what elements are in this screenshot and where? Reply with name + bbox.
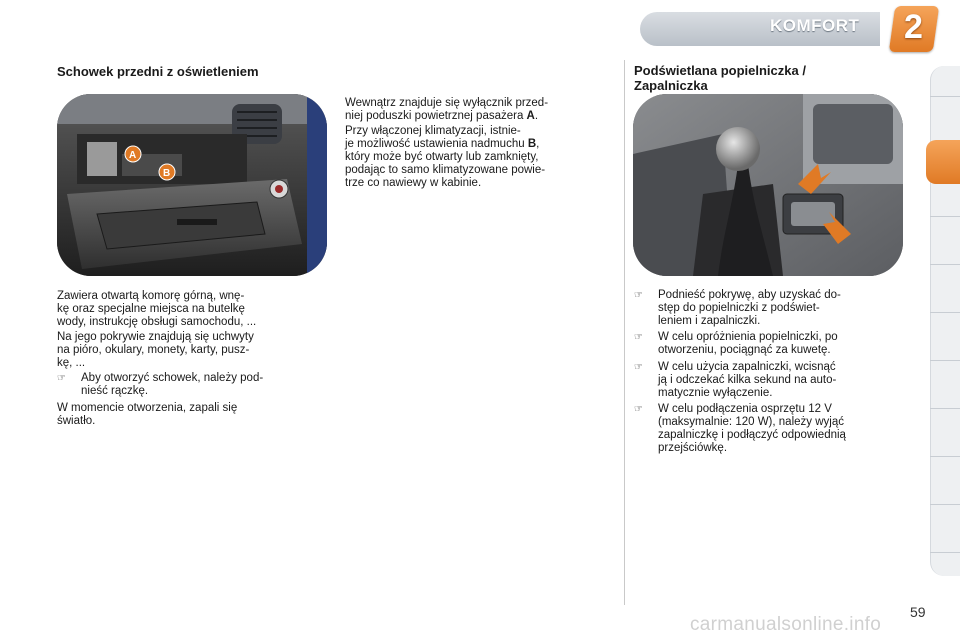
text-line: który może być otwarty lub zamknięty, — [345, 151, 539, 163]
chapter-tab[interactable] — [930, 408, 960, 409]
text-line: kę, ... — [57, 357, 86, 369]
glovebox-paragraph-2 — [57, 331, 327, 370]
photo-label-a: A — [129, 150, 137, 161]
text-line: Aby otworzyć schowek, należy pod- — [81, 372, 264, 384]
pointing-hand-icon: ☞ — [634, 290, 643, 301]
page-header — [0, 0, 960, 56]
glovebox-paragraph-3 — [57, 402, 327, 428]
heading-line: Podświetlana popielniczka / — [634, 63, 806, 78]
watermark: carmanualsonline.info — [690, 614, 882, 635]
glovebox-bullet — [57, 372, 327, 400]
chapter-tab[interactable] — [930, 216, 960, 217]
chapter-tab-active[interactable] — [926, 140, 960, 184]
text-line: Zawiera otwartą komorę górną, wnę- — [57, 290, 245, 302]
text-line: leniem i zapalniczki. — [658, 315, 761, 327]
climate-paragraph — [345, 125, 615, 190]
text-fragment: niej poduszki powietrznej pasażera — [345, 110, 527, 122]
text-line: W momencie otworzenia, zapali się — [57, 402, 238, 414]
reference-a: A — [526, 110, 535, 122]
glovebox-paragraph-1 — [57, 290, 327, 329]
photo-label-b: B — [163, 168, 171, 179]
chapter-number: 2 — [904, 8, 923, 46]
airbag-paragraph — [345, 97, 615, 123]
pointing-hand-icon: ☞ — [634, 362, 643, 373]
text-line: W celu użycia zapalniczki, wcisnąć — [658, 361, 836, 373]
text-line — [345, 110, 615, 123]
text-line: Wewnątrz znajduje się wyłącznik przed- — [345, 97, 549, 109]
text-line: kę oraz specjalne miejsca na butelkę — [57, 303, 245, 315]
ashtray-photo — [633, 94, 903, 276]
chapter-tab[interactable] — [930, 264, 960, 265]
glovebox-photo — [57, 94, 327, 276]
ashtray-bullet-4 — [634, 403, 904, 457]
text-line: przejściówkę. — [658, 442, 728, 454]
text-line: Na jego pokrywie znajdują się uchwyty — [57, 331, 254, 343]
chapter-tab[interactable] — [930, 456, 960, 457]
text-line: światło. — [57, 415, 96, 427]
text-line: ją i odczekać kilka sekund na auto- — [658, 374, 837, 386]
text-line: otworzeniu, pociągnąć za kuwetę. — [658, 344, 831, 356]
chapter-tab[interactable] — [930, 360, 960, 361]
heading-line: Zapalniczka — [634, 78, 708, 93]
text-line: podając to samo klimatyzowane powie- — [345, 164, 546, 176]
text-line: trze co nawiewy w kabinie. — [345, 177, 482, 189]
chapter-tab[interactable] — [930, 96, 960, 97]
pointing-hand-icon: ☞ — [57, 373, 66, 384]
ashtray-bullet-1 — [634, 289, 904, 329]
chapter-title: KOMFORT — [770, 16, 860, 35]
page-number: 59 — [910, 604, 926, 620]
text-line: na pióro, okulary, monety, karty, pusz- — [57, 344, 250, 356]
text-fragment: , — [536, 138, 540, 150]
text-line: (maksymalnie: 120 W), należy wyjąć — [658, 416, 844, 428]
text-line: Podnieść pokrywę, aby uzyskać do- — [658, 289, 841, 301]
text-line: matycznie wyłączenie. — [658, 387, 773, 399]
ashtray-heading — [634, 63, 914, 93]
reference-b: B — [527, 138, 537, 150]
text-line: zapalniczkę i podłączyć odpowiednią — [658, 429, 846, 441]
pointing-hand-icon: ☞ — [634, 332, 643, 343]
pointing-hand-icon: ☞ — [634, 404, 643, 415]
text-line: W celu podłączenia osprzętu 12 V — [658, 403, 832, 415]
chapter-tab[interactable] — [930, 312, 960, 313]
glovebox-illustration — [57, 94, 327, 276]
ashtray-bullet-2 — [634, 331, 904, 359]
glovebox-heading: Schowek przedni z oświetleniem — [57, 64, 259, 79]
text-line: nieść rączkę. — [81, 385, 149, 397]
text-line — [345, 138, 615, 151]
text-line: W celu opróżnienia popielniczki, po — [658, 331, 838, 343]
text-line: Przy włączonej klimatyzacji, istnie- — [345, 125, 521, 137]
column-divider — [624, 60, 625, 605]
chapter-tab[interactable] — [930, 552, 960, 553]
text-fragment: je możliwość ustawienia nadmuchu — [345, 138, 528, 150]
text-line: wody, instrukcję obsługi samochodu, ... — [57, 316, 257, 328]
ashtray-illustration — [633, 94, 903, 276]
text-line: stęp do popielniczki z podświet- — [658, 302, 820, 314]
ashtray-bullet-3 — [634, 361, 904, 401]
chapter-tab[interactable] — [930, 504, 960, 505]
text-fragment: . — [534, 110, 539, 122]
